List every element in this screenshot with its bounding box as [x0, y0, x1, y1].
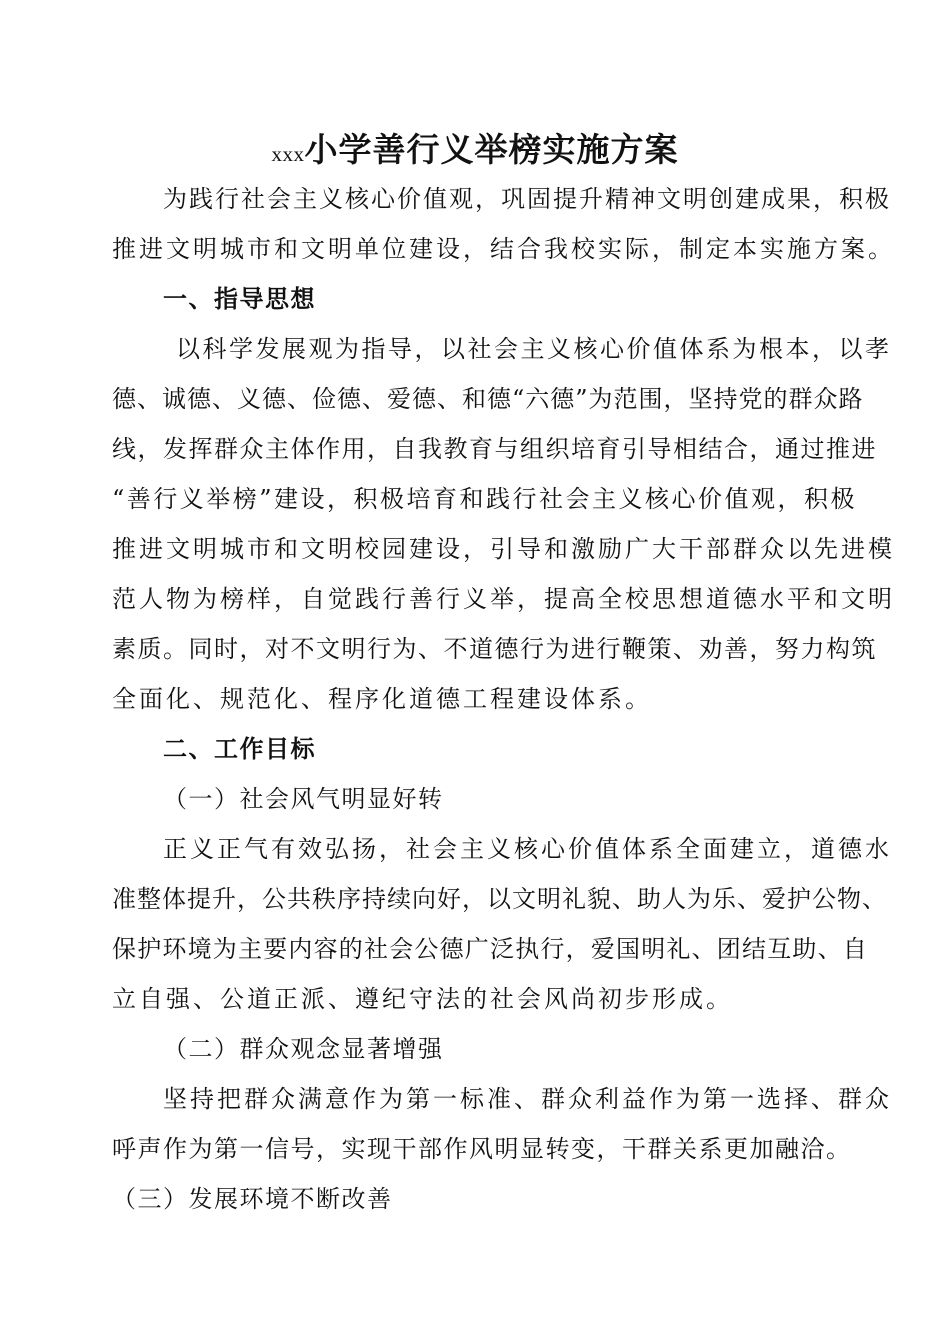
section1-line-6: 范人物为榜样，自觉践行善行义举，提高全校思想道德水平和文明 — [112, 585, 895, 613]
intro-line-2: 推进文明城市和文明单位建设，结合我校实际，制定本实施方案。 — [112, 235, 895, 263]
subsection1-heading: （一）社会风气明显好转 — [163, 785, 444, 813]
title-prefix: xxx — [271, 142, 305, 166]
section1-line-5: 推进文明城市和文明校园建设，引导和激励广大干部群众以先进模 — [112, 535, 895, 563]
subsection3-heading: （三）发展环境不断改善 — [112, 1185, 393, 1213]
subsection1-line-3: 保护环境为主要内容的社会公德广泛执行，爱国明礼、团结互助、自 — [112, 935, 868, 963]
document-title — [0, 130, 950, 174]
subsection1-line-2: 准整体提升，公共秩序持续向好，以文明礼貌、助人为乐、爱护公物、 — [112, 885, 887, 913]
section1-line-8: 全面化、规范化、程序化道德工程建设体系。 — [112, 685, 652, 713]
subsection2-line-2: 呼声作为第一信号，实现干部作风明显转变，干群关系更加融洽。 — [112, 1135, 852, 1163]
section1-line-1: 以科学发展观为指导，以社会主义核心价值体系为根本，以孝 — [176, 335, 892, 363]
section1-line-7: 素质。同时，对不文明行为、不道德行为进行鞭策、劝善，努力构筑 — [112, 635, 877, 663]
section1-line-3: 线，发挥群众主体作用，自我教育与组织培育引导相结合，通过推进 — [112, 435, 877, 463]
subsection1-line-4: 立自强、公道正派、遵纪守法的社会风尚初步形成。 — [112, 985, 733, 1013]
section2-heading: 二、工作目标 — [163, 735, 316, 763]
section1-line-2: 德、诚德、义德、俭德、爱德、和德“六德”为范围，坚持党的群众路 — [112, 385, 864, 413]
subsection2-line-1: 坚持把群众满意作为第一标准、群众利益作为第一选择、群众 — [163, 1085, 892, 1113]
subsection1-line-1: 正义正气有效弘扬，社会主义核心价值体系全面建立，道德水 — [163, 835, 892, 863]
subsection2-heading: （二）群众观念显著增强 — [163, 1035, 444, 1063]
title-main: 小学善行义举榜实施方案 — [304, 130, 679, 169]
intro-line-1: 为践行社会主义核心价值观，巩固提升精神文明创建成果，积极 — [163, 185, 891, 213]
section1-heading: 一、指导思想 — [163, 285, 316, 313]
section1-line-4: “善行义举榜”建设，积极培育和践行社会主义核心价值观，积极 — [112, 485, 858, 513]
